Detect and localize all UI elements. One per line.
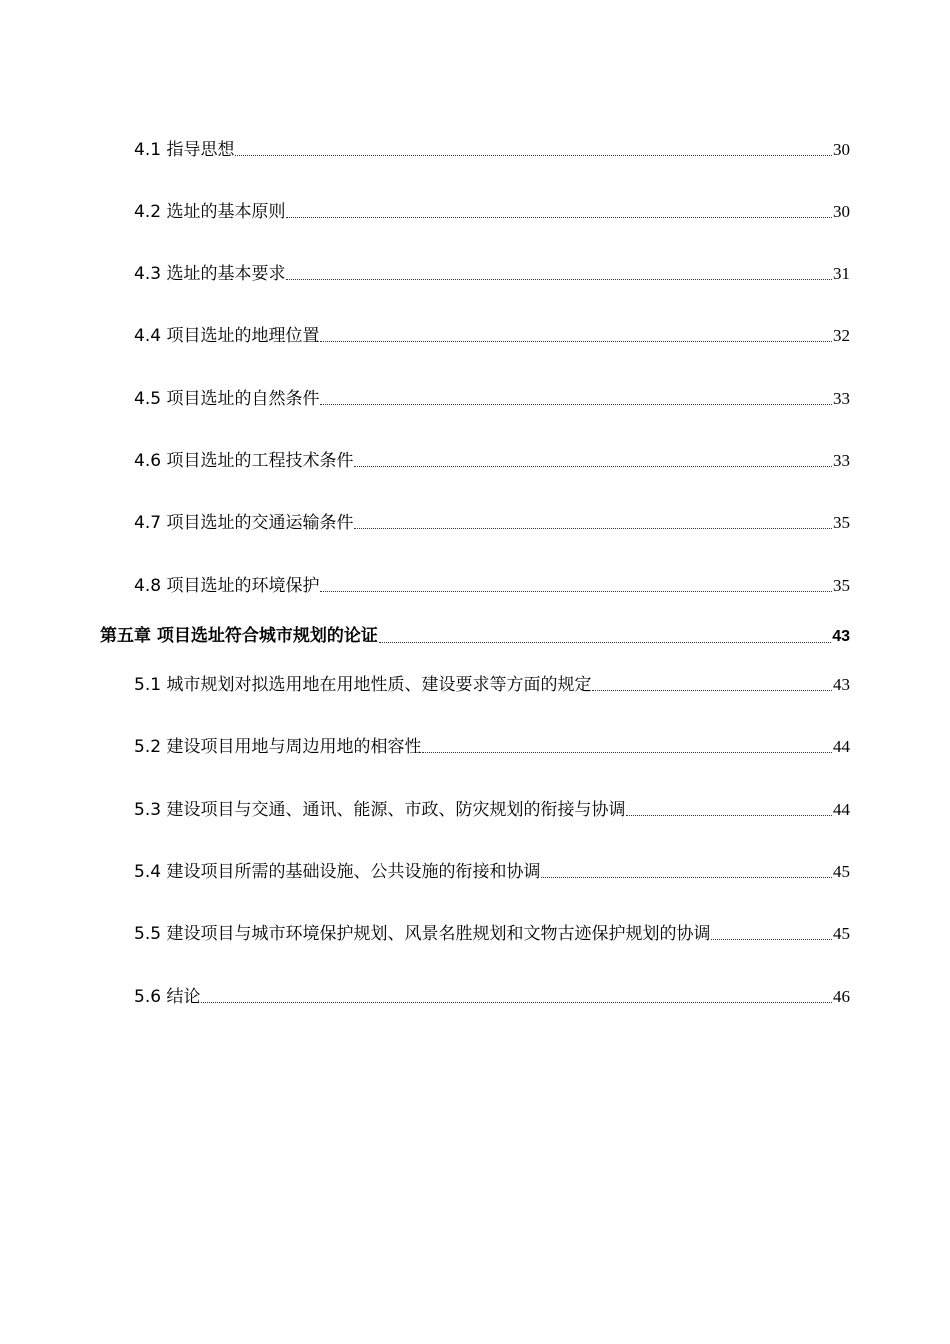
toc-entry-label: 4.7 项目选址的交通运输条件	[134, 513, 354, 533]
toc-entry-4-4[interactable]	[134, 324, 850, 348]
toc-entry-label: 4.6 项目选址的工程技术条件	[134, 451, 354, 471]
toc-entry-label: 第五章 项目选址符合城市规划的论证	[100, 626, 378, 646]
toc-page-number: 30	[833, 140, 850, 159]
toc-entry-label: 5.6 结论	[134, 987, 201, 1007]
dot-leader	[201, 1002, 832, 1003]
dot-leader	[320, 341, 832, 342]
dot-leader	[320, 404, 832, 405]
dot-leader	[286, 279, 832, 280]
toc-entry-label: 5.2 建设项目用地与周边用地的相容性	[134, 737, 422, 757]
dot-leader	[592, 690, 832, 691]
toc-entry-label: 5.3 建设项目与交通、通讯、能源、市政、防灾规划的衔接与协调	[134, 800, 626, 820]
toc-page-number: 33	[833, 451, 850, 470]
dot-leader	[626, 815, 832, 816]
dot-leader	[286, 217, 832, 218]
toc-entry-4-1[interactable]	[134, 138, 850, 162]
dot-leader	[379, 642, 831, 643]
toc-page-number: 46	[833, 987, 850, 1006]
toc-entry-5-6[interactable]	[134, 985, 850, 1009]
toc-entry-5-3[interactable]	[134, 798, 850, 822]
toc-page-number: 33	[833, 389, 850, 408]
toc-entry-label: 4.2 选址的基本原则	[134, 202, 286, 222]
toc-entry-4-6[interactable]	[134, 449, 850, 473]
dot-leader	[422, 752, 832, 753]
toc-entry-label: 4.8 项目选址的环境保护	[134, 576, 320, 596]
toc-entry-label: 4.3 选址的基本要求	[134, 264, 286, 284]
toc-page-number: 35	[833, 513, 850, 532]
toc-entry-label: 5.1 城市规划对拟选用地在用地性质、建设要求等方面的规定	[134, 675, 592, 695]
toc-entry-4-3[interactable]	[134, 262, 850, 286]
toc-entry-label: 4.5 项目选址的自然条件	[134, 389, 320, 409]
toc-page-number: 32	[833, 326, 850, 345]
toc-page-number: 35	[833, 576, 850, 595]
toc-page-number: 44	[833, 737, 850, 756]
toc-entry-5-2[interactable]	[134, 735, 850, 759]
toc-entry-4-2[interactable]	[134, 200, 850, 224]
toc-entry-label: 5.4 建设项目所需的基础设施、公共设施的衔接和协调	[134, 862, 541, 882]
toc-entry-5-1[interactable]	[134, 673, 850, 697]
toc-page-number: 30	[833, 202, 850, 221]
toc-page-number: 45	[833, 862, 850, 881]
toc-entry-label: 4.4 项目选址的地理位置	[134, 326, 320, 346]
toc-page-number: 45	[833, 924, 850, 943]
toc-entry-chapter-5[interactable]	[100, 624, 850, 649]
toc-entry-4-7[interactable]	[134, 511, 850, 535]
dot-leader	[541, 877, 832, 878]
dot-leader	[320, 591, 832, 592]
toc-entry-label: 5.5 建设项目与城市环境保护规划、风景名胜规划和文物古迹保护规划的协调	[134, 924, 711, 944]
dot-leader	[235, 155, 832, 156]
toc-entry-4-8[interactable]	[134, 574, 850, 598]
toc-page-number: 43	[832, 628, 850, 645]
toc-entry-5-5[interactable]	[134, 922, 850, 946]
toc-entry-5-4[interactable]	[134, 860, 850, 884]
dot-leader	[354, 466, 832, 467]
dot-leader	[711, 939, 832, 940]
toc-entry-label: 4.1 指导思想	[134, 140, 235, 160]
toc-page-number: 44	[833, 800, 850, 819]
dot-leader	[354, 528, 832, 529]
toc-entry-4-5[interactable]	[134, 387, 850, 411]
toc-page-number: 31	[833, 264, 850, 283]
toc-page-number: 43	[833, 675, 850, 694]
